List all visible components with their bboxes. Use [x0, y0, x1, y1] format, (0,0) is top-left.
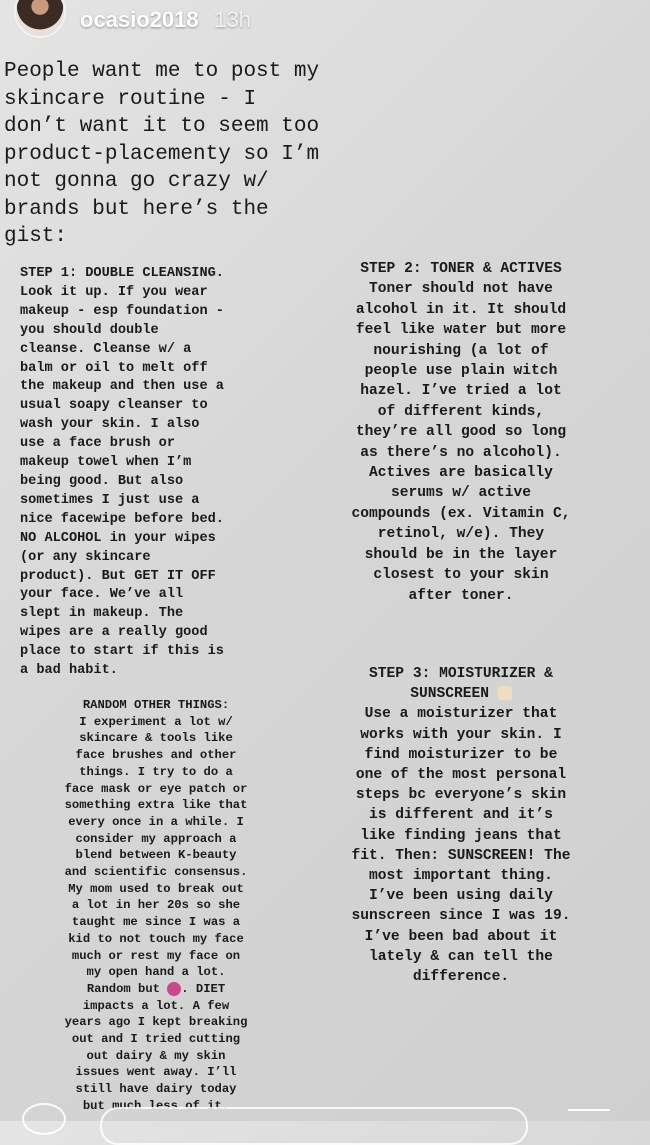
- avatar[interactable]: [14, 0, 66, 38]
- step1-text: STEP 1: DOUBLE CLEANSING. Look it up. If you wear makeup - esp foundation - you should double cleanse. Cleanse w/ a balm or oil to melt off the makeup and then use a usual soapy cleanser to wash your skin. I also use a face brush or makeup towel when I’m being good. But also sometimes I just use a nice facewipe before bed. NO ALCOHOL in your wipes (or any skincare product). But GET IT OFF your face. We’ve all slept in makeup. The wipes are a really good place to start if this is a bad habit.: [20, 266, 224, 679]
- random-text-after: . DIET impacts a lot. A few years ago I kept breaking out and I tried cutting out dairy & my skin issues went away. I’ll still have dairy today but much less of it.: [64, 981, 248, 1113]
- step2-text: STEP 2: TONER & ACTIVES Toner should not have alcohol in it. It should feel like water but more nourishing (a lot of people use plain witch hazel. I’ve tried a lot of different kinds, they’re all good so long as there’s no alcohol). Actives are basically serums w/ active compounds (ex. Vitamin C, retinol, w/e). They should be in the layer closest to your skin after toner.: [351, 261, 571, 604]
- step3-text: [320, 664, 602, 987]
- emoji-icon: [498, 686, 512, 700]
- intro-text: People want me to post my skincare routine - I don’t want it to seem too product-placementy so I’m not gonna go crazy w/ brands but here’s the gist:: [4, 60, 320, 248]
- reply-input[interactable]: [100, 1107, 528, 1145]
- post-time: 13h: [214, 7, 251, 32]
- share-icon[interactable]: [568, 1109, 610, 1121]
- random-text-before: RANDOM OTHER THINGS: I experiment a lot w/ skincare & tools like face brushes and other things. I try to do a face mask or eye patch or something extra like that every once in a while. I consider my approach a blend between K-beauty and scientific consensus. My mom used to break out a lot in her 20s so she taught me since I was a kid to not touch my face much or rest my face on my open hand a lot. Random but: [64, 698, 248, 996]
- camera-icon[interactable]: [22, 1103, 66, 1135]
- step3-text-before: STEP 3: MOISTURIZER & SUNSCREEN: [369, 666, 553, 703]
- story-footer: [0, 1107, 650, 1121]
- story-header: [14, 0, 251, 40]
- emoji-icon: [167, 982, 181, 996]
- username[interactable]: ocasio2018: [80, 7, 199, 32]
- random-things-text: [16, 697, 296, 1115]
- step3-text-after: Use a moisturizer that works with your skin. I find moisturizer to be one of the most personal steps bc everyone’s skin is different and it’s like finding jeans that fit. Then: SUNSCREEN! The most important thing. I’ve been using daily sunscreen since I was 19. I’ve been bad about it lately & can tell the difference.: [351, 706, 571, 986]
